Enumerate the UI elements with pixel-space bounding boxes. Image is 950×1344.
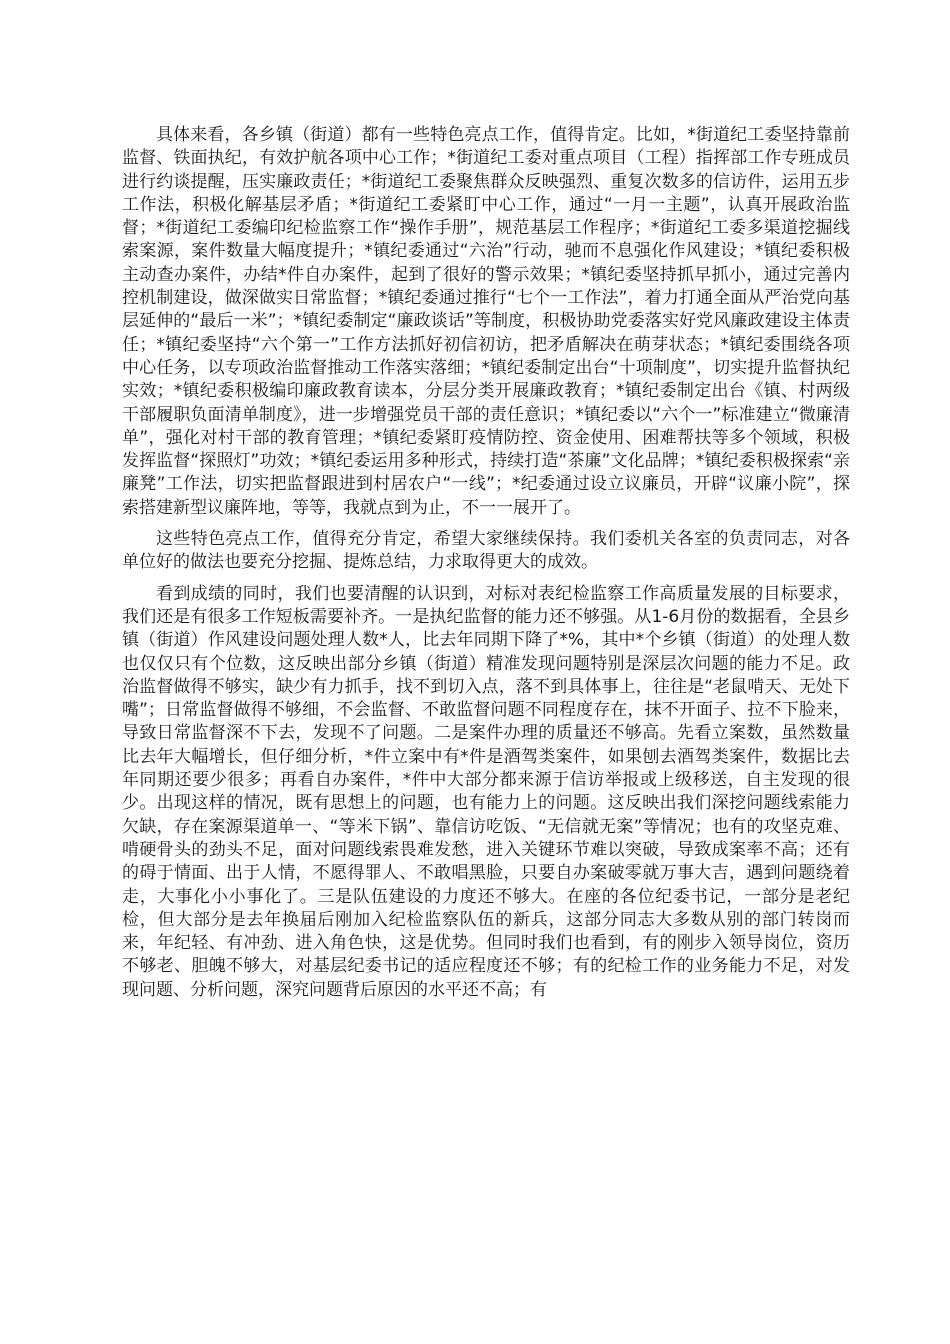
paragraph-affirmation: 这些特色亮点工作，值得充分肯定，希望大家继续保持。我们委机关各室的负责同志，对各单位好的做法也要充分挖掘、提炼总结，力求取得更大的成效。	[122, 529, 850, 573]
paragraph-shortcomings: 看到成绩的同时，我们也要清醒的认识到，对标对表纪检监察工作高质量发展的目标要求，我们还是有很多工作短板需要补齐。一是执纪监督的能力还不够强。从1-6月份的数据看，全县乡镇（街道）作风建设问题处理人数*人，比去年同期下降了*%，其中*个乡镇（街道）的处理人数也仅仅只有个位数，这反映出部分乡镇（街道）精准发现问题特别是深层次问题的能力不足。政治监督做得不够实，缺少有力抓手，找不到切入点，落不到具体事上，往往是“老鼠啃天、无处下嘴”；日常监督做得不够细，不会监督、不敢监督问题不同程度存在，抹不开面子、拉不下脸来，导致日常监督深不下去，发现不了问题。二是案件办理的质量还不够高。先看立案数，虽然数量比去年大幅增长，但仔细分析，*件立案中有*件是酒驾类案件，如果刨去酒驾类案件，数据比去年同期还要少很多；再看自办案件，*件中大部分都来源于信访举报或上级移送，自主发现的很少。出现这样的情况，既有思想上的问题，也有能力上的问题。这反映出我们深挖问题线索能力欠缺，存在案源渠道单一、“等米下锅”、靠信访吃饭、“无信就无案”等情况；也有的攻坚克难、啃硬骨头的劲头不足，面对问题线索畏难发愁，进入关键环节难以突破，导致成案率不高；还有的碍于情面、出于人情，不愿得罪人、不敢唱黑脸，只要自办案破零就万事大吉，遇到问题绕着走，大事化小小事化了。三是队伍建设的力度还不够大。在座的各位纪委书记，一部分是老纪检，但大部分是去年换届后刚加入纪检监察队伍的新兵，这部分同志大多数从别的部门转岗而来，年纪轻、有冲劲、进入角色快，这是优势。但同时我们也看到，有的刚步入领导岗位，资历不够老、胆魄不够大，对基层纪委书记的适应程度还不够；有的纪检工作的业务能力不足，对发现问题、分析问题，深究问题背后原因的水平还不高；有	[122, 583, 850, 1000]
paragraph-featured-work: 具体来看，各乡镇（街道）都有一些特色亮点工作，值得肯定。比如，*街道纪工委坚持靠前监督、铁面执纪，有效护航各项中心工作；*街道纪工委对重点项目（工程）指挥部工作专班成员进行约谈提醒，压实廉政责任；*街道纪工委聚焦群众反映强烈、重复次数多的信访件，运用五步工作法，积极化解基层矛盾；*街道纪工委紧盯中心工作，通过“一月一主题”，认真开展政治监督；*街道纪工委编印纪检监察工作“操作手册”，规范基层工作程序；*街道纪工委多渠道挖掘线索案源，案件数量大幅度提升；*镇纪委通过“六治”行动，驰而不息强化作风建设；*镇纪委积极主动查办案件，办结*件自办案件，起到了很好的警示效果；*镇纪委坚持抓早抓小，通过完善内控机制建设，做深做实日常监督；*镇纪委通过推行“七个一工作法”，着力打通全面从严治党向基层延伸的“最后一米”；*镇纪委制定“廉政谈话”等制度，积极协助党委落实好党风廉政建设主体责任；*镇纪委坚持“六个第一”工作方法抓好初信初访，把矛盾解决在萌芽状态；*镇纪委围绕各项中心任务，以专项政治监督推动工作落实落细；*镇纪委制定出台“十项制度”，切实提升监督执纪实效；*镇纪委积极编印廉政教育读本，分层分类开展廉政教育；*镇纪委制定出台《镇、村两级干部履职负面清单制度》，进一步增强党员干部的责任意识；*镇纪委以“六个一”标准建立“微廉清单”，强化对村干部的教育管理；*镇纪委紧盯疫情防控、资金使用、困难帮扶等多个领域，积极发挥监督“探照灯”功效；*镇纪委运用多种形式，持续打造“茶廉”文化品牌；*镇纪委积极探索“亲廉凳”工作法，切实把监督跟进到村居农户“一线”；*纪委通过设立议廉员，开辟“议廉小院”，探索搭建新型议廉阵地，等等，我就点到为止，不一一展开了。	[122, 125, 850, 518]
document-body	[122, 124, 850, 1010]
